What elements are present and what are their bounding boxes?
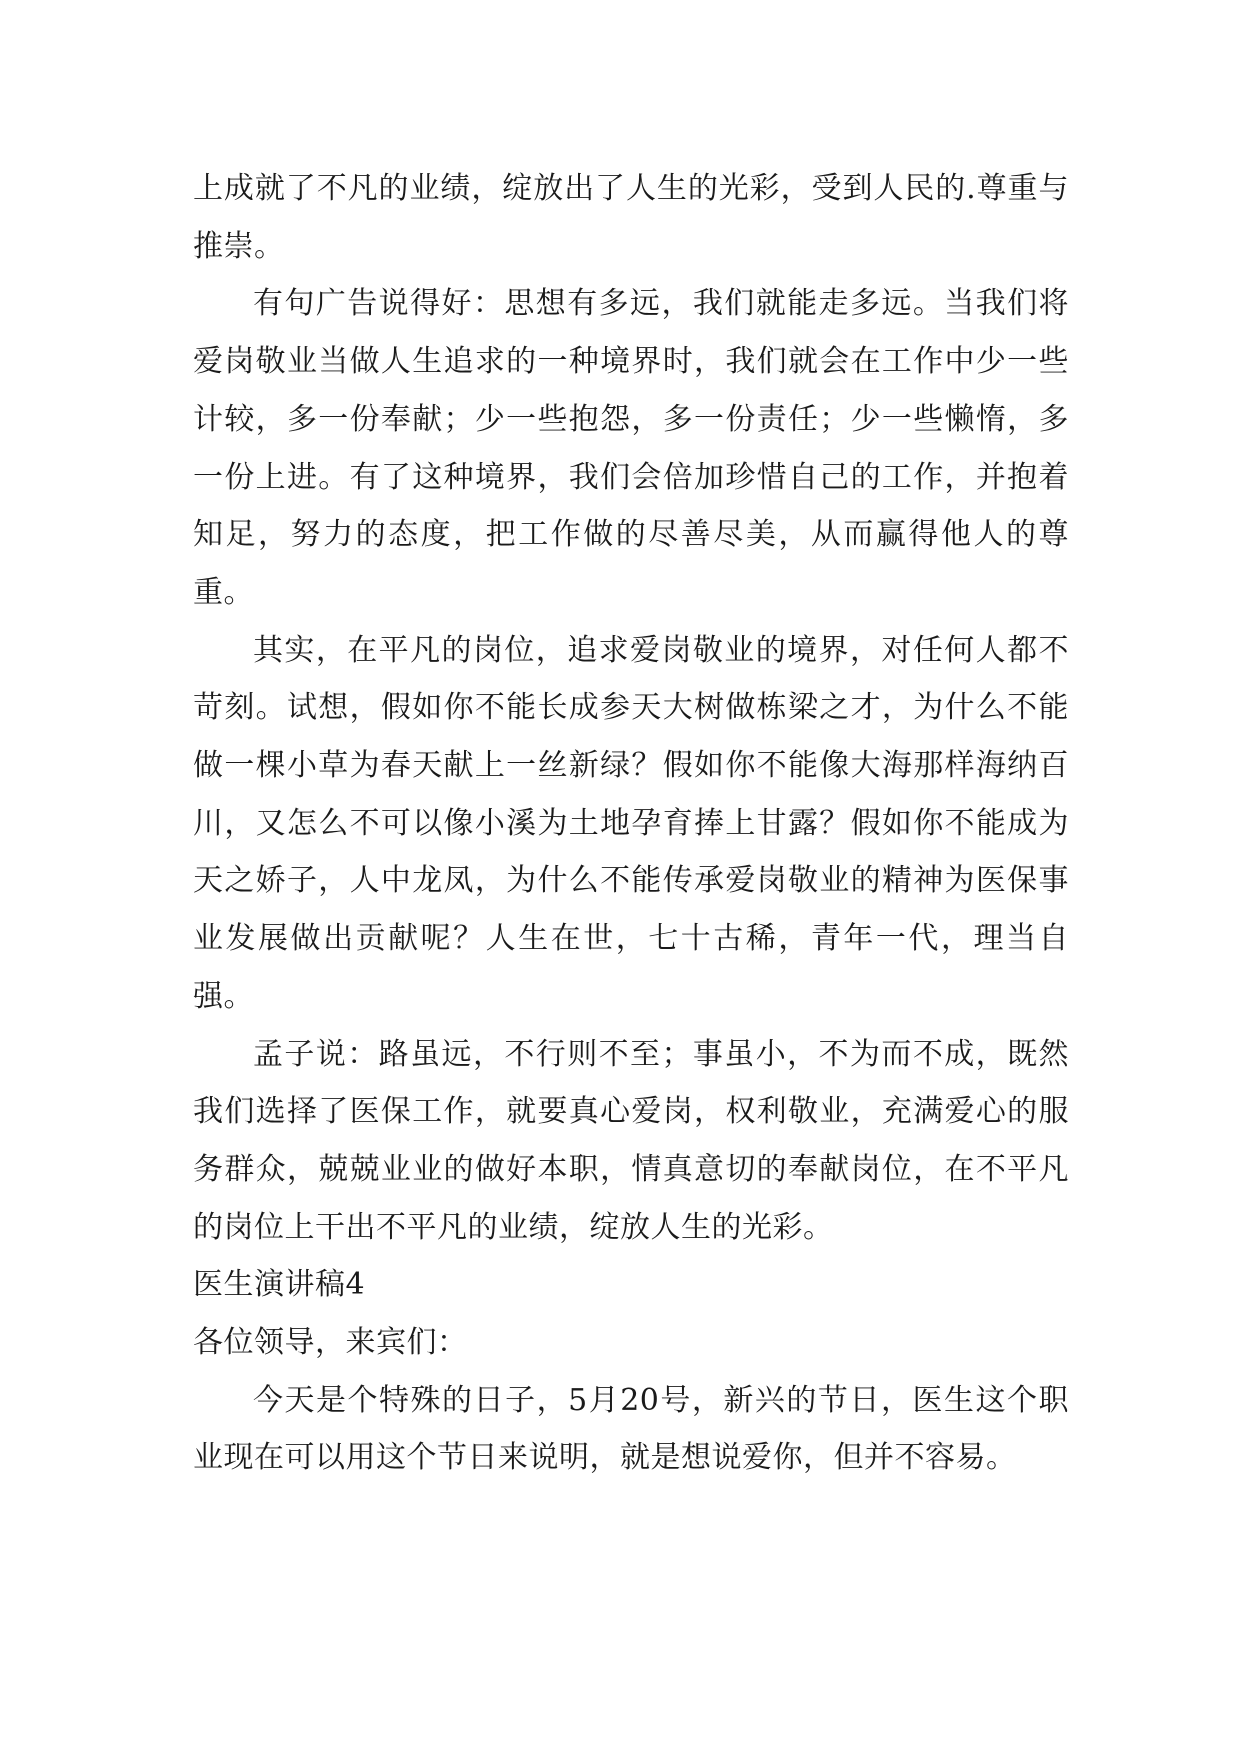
closing-paragraph: 今天是个特殊的日子，5月20号，新兴的节日，医生这个职业现在可以用这个节日来说明，就是想说爱你，但并不容易。: [193, 1382, 1069, 1476]
paragraph-2: 有句广告说得好：思想有多远，我们就能走多远。当我们将爱岗敬业当做人生追求的一种境界时，我们就会在工作中少一些计较，多一份奉献；少一些抱怨，多一份责任；少一些懒惰，多一份上进。有了这种境界，我们会倍加珍惜自己的工作，并抱着知足，努力的态度，把工作做的尽善尽美，从而赢得他人的尊重。: [193, 286, 1069, 610]
section-title: 医生演讲稿4: [193, 1267, 366, 1303]
paragraph-1: 上成就了不凡的业绩，绽放出了人生的光彩，受到人民的.尊重与推崇。: [193, 171, 1069, 264]
salutation: 各位领导，来宾们：: [193, 1325, 468, 1361]
document-body: [193, 160, 1069, 1487]
paragraph-4: 孟子说：路虽远，不行则不至；事虽小，不为而不成，既然我们选择了医保工作，就要真心爱岗，权利敬业，充满爱心的服务群众，兢兢业业的做好本职，情真意切的奉献岗位，在不平凡的岗位上干出不平凡的业绩，绽放人生的光彩。: [193, 1036, 1069, 1245]
paragraph-3: 其实，在平凡的岗位，追求爱岗敬业的境界，对任何人都不苛刻。试想，假如你不能长成参天大树做栋梁之才，为什么不能做一棵小草为春天献上一丝新绿？假如你不能像大海那样海纳百川，又怎么不可以像小溪为土地孕育捧上甘露？假如你不能成为天之娇子，人中龙凤，为什么不能传承爱岗敬业的精神为医保事业发展做出贡献呢？人生在世，七十古稀，青年一代，理当自强。: [193, 632, 1069, 1014]
